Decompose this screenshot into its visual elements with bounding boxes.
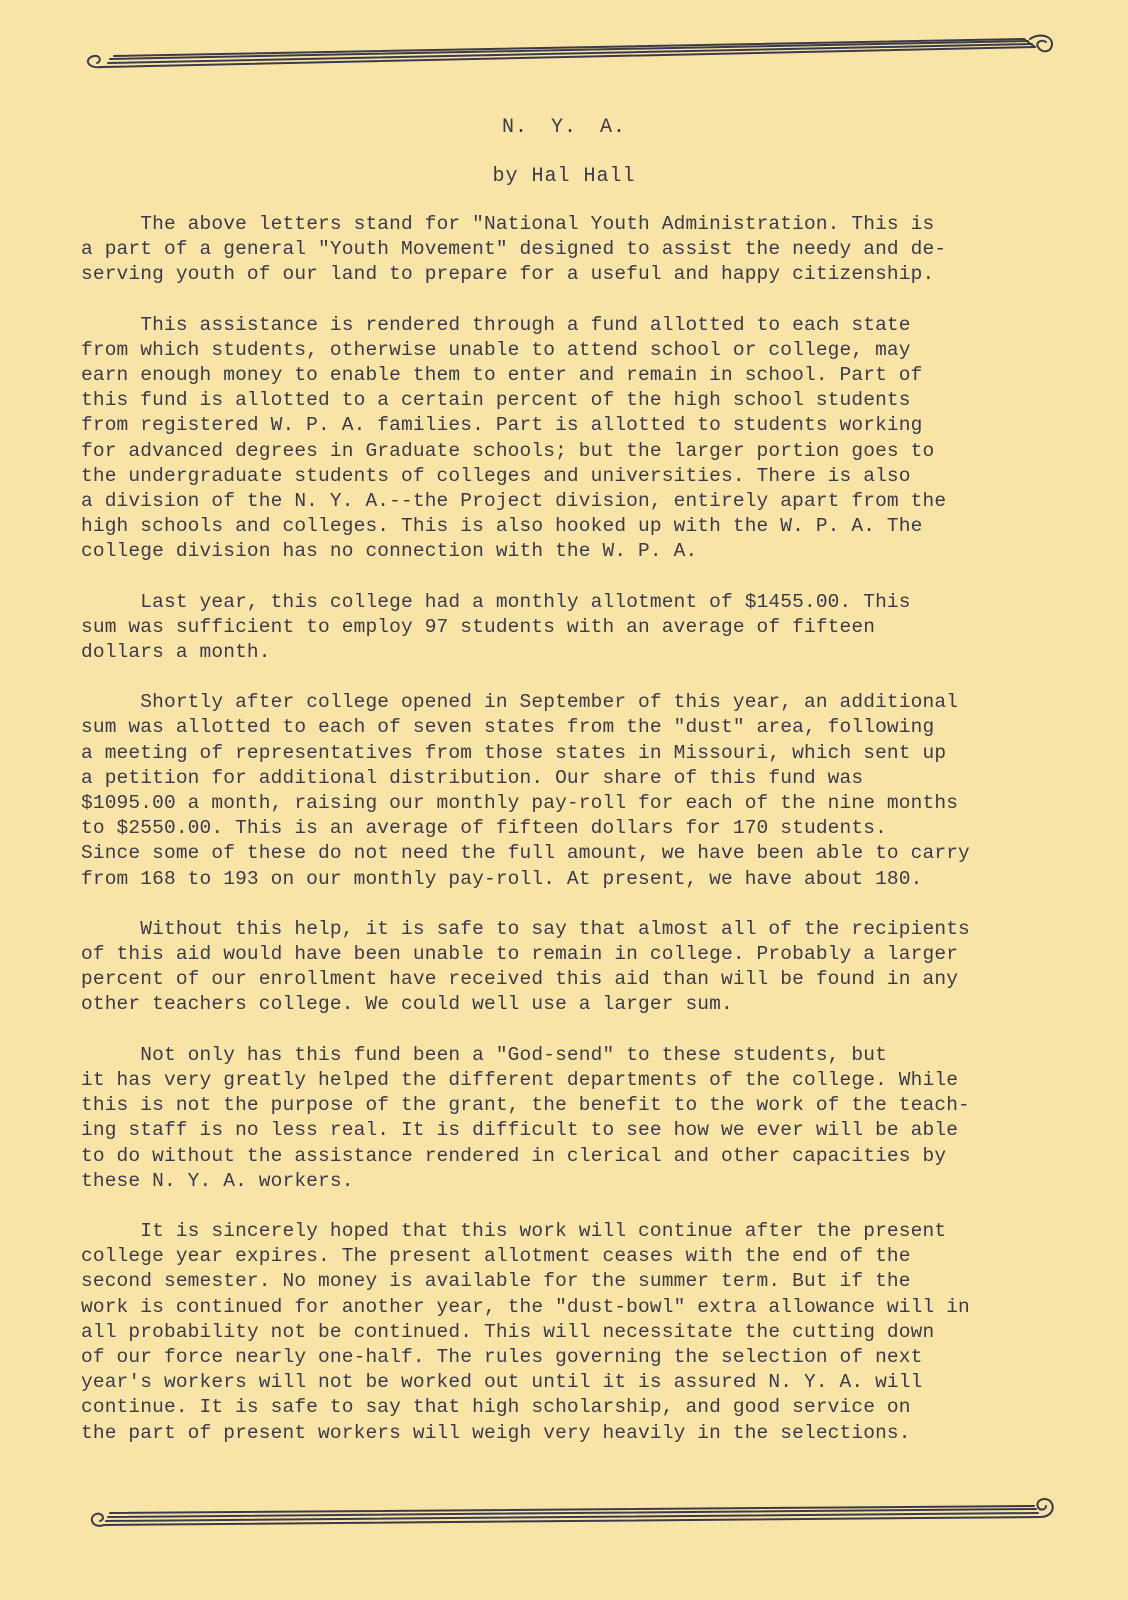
paragraph: This assistance is rendered through a fund allotted to each state from which students, otherwise unable to attend school or college, may earn enough money to enable them to enter and remain in school. Part of this fund is allotted to a certain percent of the high school students from registered W. P. A. families. Part is allotted to students working for advanced degrees in Graduate schools; but the larger portion goes to the undergraduate students of colleges and universities. There is also a division of the N. Y. A.--the Project division, entirely apart from the high schools and colleges. This is also hooked up with the W. P. A. The college division has no connection with the W. P. A. xyxy=(81,313,947,563)
scroll-border-bottom-icon xyxy=(80,1495,1070,1545)
paragraph: The above letters stand for "National Youth Administration. This is a part of a general "Youth Movement" designed to assist the needy and de- serving youth of our land to prepare for a useful and happy citizenship. xyxy=(81,213,947,286)
article-body xyxy=(81,212,1071,1446)
paragraph: Last year, this college had a monthly allotment of $1455.00. This sum was sufficient to employ 97 students with an average of fifteen dollars a month. xyxy=(81,590,911,664)
scroll-border-top-icon xyxy=(80,30,1070,80)
document-byline: by Hal Hall xyxy=(492,165,636,188)
paragraph: It is sincerely hoped that this work will continue after the present college year expires. The present allotment ceases with the end of the second semester. No money is available for the summer term. But if the work is continued for another year, the "dust-bowl" extra allowance will in all probability not be continued. This will necessitate the cutting down of our force nearly one-half. The rules governing the selection of next year's workers will not be worked out until it is assured N. Y. A. will continue. It is safe to say that high scholarship, and good service on the part of present workers will weigh very heavily in the selections. xyxy=(81,1219,970,1444)
paragraph: Shortly after college opened in September of this year, an additional sum was allotted to each of seven states from the "dust" area, following a meeting of representatives from those states in Missouri, which sent up a petition for additional distribution. Our share of this fund was $1095.00 a month, raising our monthly pay-roll for each of the nine months to $2550.00. This is an average of fifteen dollars for 170 students. Since some of these do not need the full amount, we have been able to carry from 168 to 193 on our monthly pay-roll. At present, we have about 180. xyxy=(81,691,970,890)
document-title: N. Y. A. xyxy=(501,116,626,139)
paragraph: Not only has this fund been a "God-send" to these students, but it has very greatly helped the different departments of the college. While this is not the purpose of the grant, the benefit to the work of the teach- ing staff is no less real. It is difficult to see how we ever will be able to do without the assistance rendered in clerical and other capacities by these N. Y. A. workers. xyxy=(81,1043,970,1192)
paragraph: Without this help, it is safe to say that almost all of the recipients of this aid would have been unable to remain in college. Probably a larger percent of our enrollment have received this aid than will be found in any other teachers college. We could well use a larger sum. xyxy=(81,917,970,1016)
